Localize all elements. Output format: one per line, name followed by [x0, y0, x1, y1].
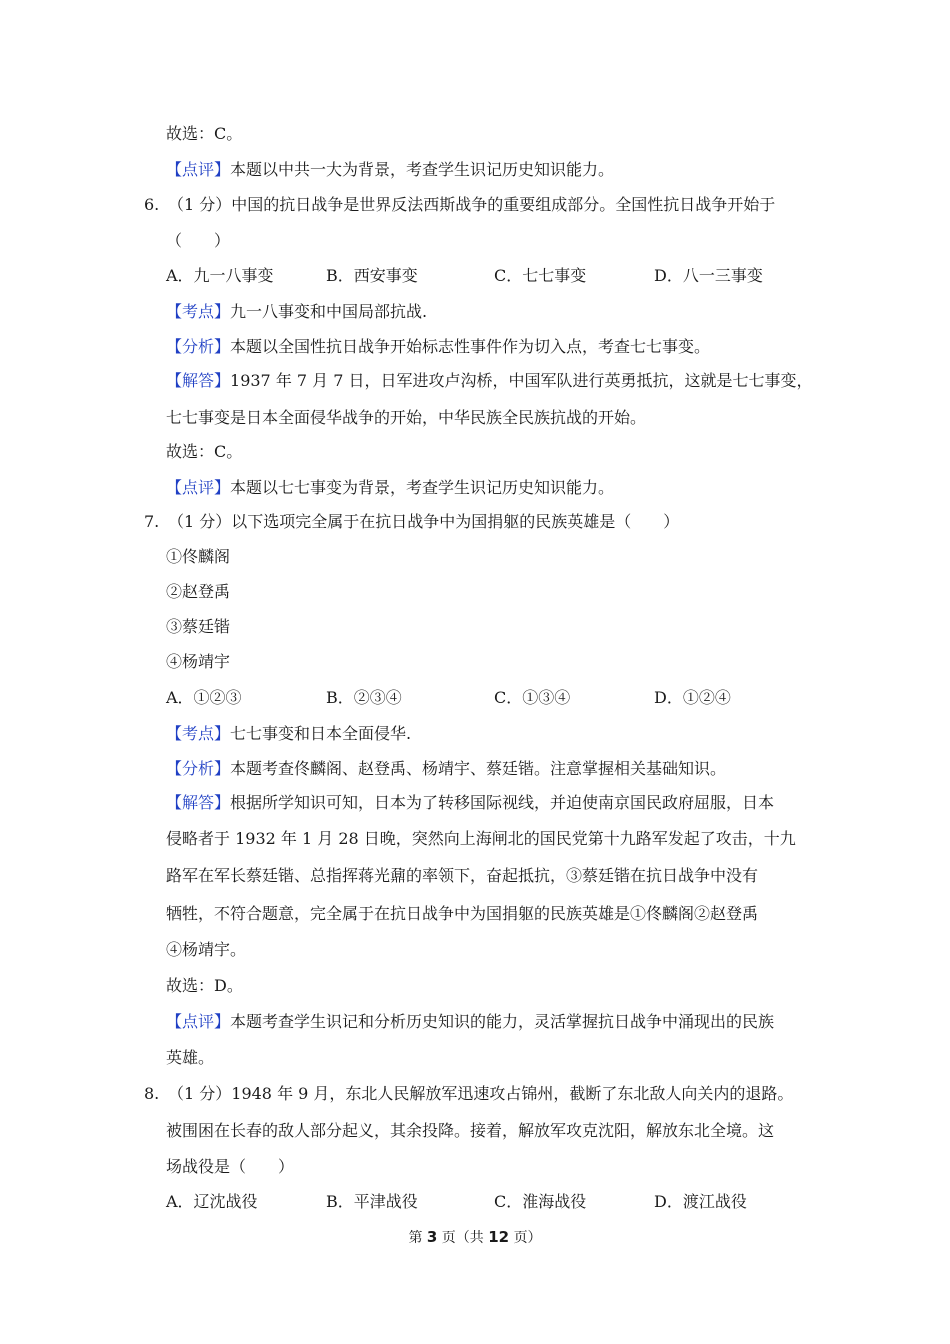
q7-answer: 故选：D。	[166, 976, 243, 995]
q7-item-2: ②赵登禹	[166, 582, 231, 601]
q6-kaodian	[166, 302, 427, 322]
q7-item-3: ③蔡廷锴	[166, 617, 231, 636]
q8-option-b: B．平津战役	[326, 1192, 418, 1211]
q5-answer: 故选：C。	[166, 124, 243, 143]
q6-kaodian-text: 九一八事变和中国局部抗战.	[230, 302, 428, 321]
footer-page-number: 3	[426, 1228, 438, 1246]
footer-prefix: 第	[408, 1230, 423, 1246]
q8-option-a: A．辽沈战役	[166, 1192, 258, 1211]
q7-jieda-line1: 根据所学知识可知，日本为了转移国际视线，并迫使南京国民政府屈服，日本	[230, 793, 775, 812]
q8-stem-line1: （1 分）1948 年 9 月，东北人民解放军迅速攻占锦州，截断了东北敌人向关内的退路。	[168, 1084, 794, 1103]
q6-review-text: 本题以七七事变为背景，考查学生识记历史知识能力。	[230, 478, 615, 497]
q7-fenxi-text: 本题考查佟麟阁、赵登禹、杨靖宇、蔡廷锴。注意掌握相关基础知识。	[230, 759, 727, 778]
q6-option-d: D．八一三事变	[654, 266, 763, 285]
q8-stem-line2: 被围困在长春的敌人部分起义，其余投降。接着，解放军攻克沈阳，解放东北全境。这	[166, 1121, 775, 1140]
q8-number: 8.	[144, 1084, 160, 1103]
q7-jieda-line3: 路军在军长蔡廷锴、总指挥蒋光鼐的率领下，奋起抵抗，③蔡廷锴在抗日战争中没有	[166, 866, 759, 885]
q7-number: 7.	[144, 512, 160, 531]
q6-stem-line2: （ ）	[166, 231, 231, 250]
q6-fenxi-text: 本题以全国性抗日战争开始标志性事件作为切入点，考查七七事变。	[230, 337, 711, 356]
kaodian-tag: 【考点】	[166, 302, 231, 321]
q6-option-c: C．七七事变	[494, 266, 587, 285]
q6-number: 6.	[144, 195, 160, 214]
q7-option-a: A．①②③	[166, 688, 242, 707]
q7-item-1: ①佟麟阁	[166, 547, 231, 566]
review-tag: 【点评】	[166, 160, 231, 179]
review-tag: 【点评】	[166, 1012, 231, 1031]
q5-review	[166, 160, 614, 180]
q7-fenxi	[166, 759, 726, 779]
jieda-tag: 【解答】	[166, 793, 231, 812]
q6-option-a: A．九一八事变	[166, 266, 274, 285]
q7-option-c: C．①③④	[494, 688, 571, 707]
q8-option-c: C．淮海战役	[494, 1192, 587, 1211]
q5-review-text: 本题以中共一大为背景，考查学生识记历史知识能力。	[230, 160, 615, 179]
q6-jieda-line2: 七七事变是日本全面侵华战争的开始，中华民族全民族抗战的开始。	[166, 408, 647, 427]
q7-jieda-line5: ④杨靖宇。	[166, 940, 247, 959]
q7-review-line1: 本题考查学生识记和分析历史知识的能力，灵活掌握抗日战争中涌现出的民族	[230, 1012, 775, 1031]
q7-jieda	[166, 793, 774, 813]
footer-middle: 页（共	[441, 1230, 484, 1246]
q7-review	[166, 1012, 774, 1032]
footer-suffix: 页）	[513, 1230, 542, 1246]
q7-option-b: B．②③④	[326, 688, 402, 707]
q6-jieda-line1: 1937 年 7 月 7 日，日军进攻卢沟桥，中国军队进行英勇抵抗，这就是七七事变，	[230, 371, 813, 390]
jieda-tag: 【解答】	[166, 371, 231, 390]
q7-kaodian-text: 七七事变和日本全面侵华.	[230, 724, 412, 743]
q7-option-d: D．①②④	[654, 688, 731, 707]
kaodian-tag: 【考点】	[166, 724, 231, 743]
q6-review	[166, 478, 614, 498]
page-footer	[0, 1227, 950, 1248]
q6-answer: 故选：C。	[166, 442, 243, 461]
q8-option-d: D．渡江战役	[654, 1192, 747, 1211]
q6-option-b: B．西安事变	[326, 266, 418, 285]
q7-item-4: ④杨靖宇	[166, 652, 231, 671]
q7-kaodian	[166, 724, 411, 744]
fenxi-tag: 【分析】	[166, 337, 231, 356]
q7-jieda-line4: 牺牲，不符合题意，完全属于在抗日战争中为国捐躯的民族英雄是①佟麟阁②赵登禹	[166, 904, 759, 923]
q6-stem-line1: （1 分）中国的抗日战争是世界反法西斯战争的重要组成部分。全国性抗日战争开始于	[168, 195, 776, 214]
q7-stem: （1 分）以下选项完全属于在抗日战争中为国捐躯的民族英雄是（ ）	[168, 512, 680, 531]
q7-jieda-line2: 侵略者于 1932 年 1 月 28 日晚，突然向上海闸北的国民党第十九路军发起了攻击，十九	[166, 829, 796, 848]
q7-review-line2: 英雄。	[166, 1048, 215, 1067]
footer-total-pages: 12	[488, 1228, 510, 1246]
q8-stem-line3: 场战役是（ ）	[166, 1157, 295, 1176]
review-tag: 【点评】	[166, 478, 231, 497]
q6-jieda	[166, 371, 813, 391]
fenxi-tag: 【分析】	[166, 759, 231, 778]
q6-fenxi	[166, 337, 710, 357]
